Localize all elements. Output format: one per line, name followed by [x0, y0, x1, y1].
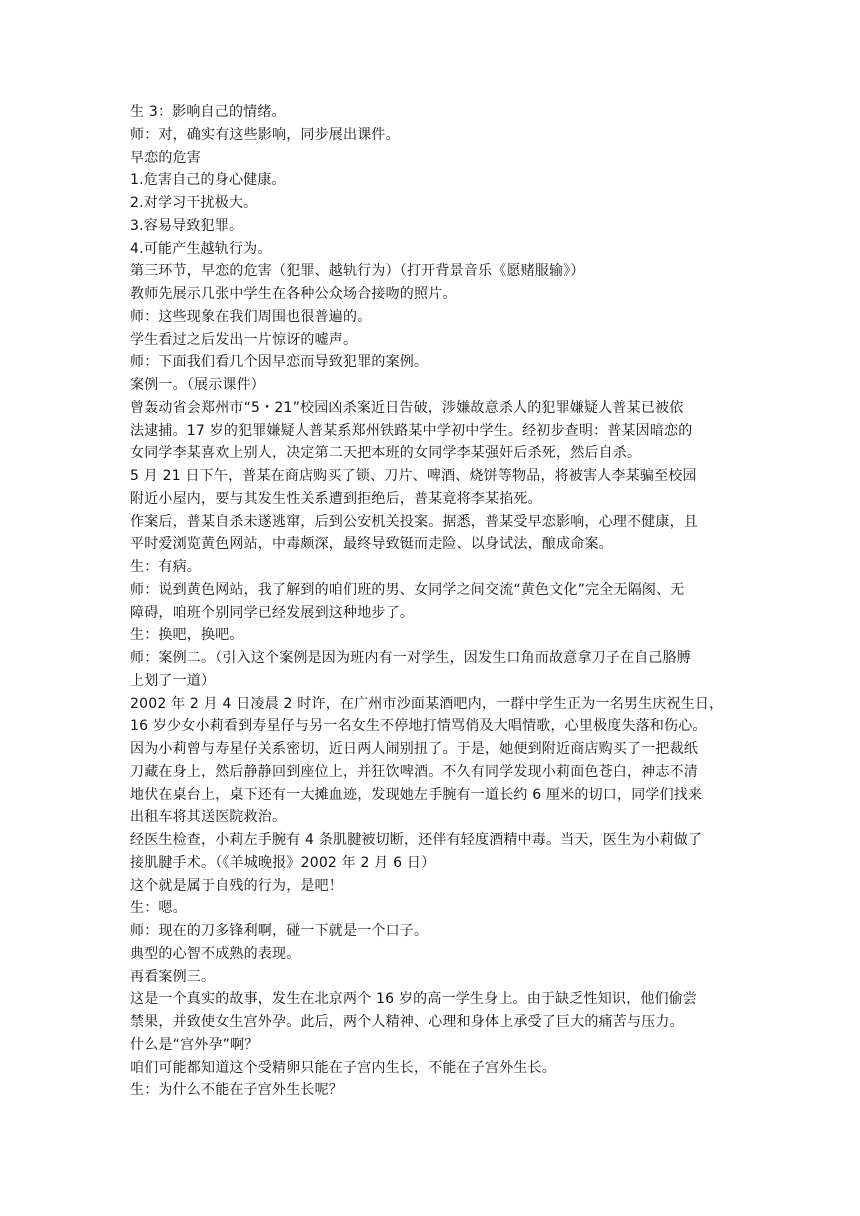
text-line: 这是一个真实的故事，发生在北京两个 16 岁的高一学生身上。由于缺乏性知识，他们偷尝 [130, 991, 698, 1008]
text-line: 2002 年 2 月 4 日凌晨 2 时许，在广州市沙面某酒吧内，一群中学生正为一名男生庆祝生日， [130, 695, 724, 712]
document-page [130, 101, 734, 1102]
text-line: 刀藏在身上，然后静静回到座位上，并狂饮啤酒。不久有同学发现小莉面色苍白，神志不清 [130, 763, 698, 780]
text-line: 女同学李某喜欢上别人，决定第二天把本班的女同学李某强奸后杀死，然后自杀。 [130, 445, 642, 462]
text-line: 因为小莉曾与寿星仔关系密切，近日两人闹别扭了。于是，她便到附近商店购买了一把裁纸 [130, 741, 698, 757]
text-line: 师：下面我们看几个因早恋而导致犯罪的案例。 [130, 354, 429, 371]
text-line: 案例一。（展示课件） [130, 377, 265, 393]
text-line: 3.容易导致犯罪。 [130, 217, 244, 234]
text-line: 障碍，咱班个别同学已经发展到这种地步了。 [130, 604, 414, 621]
text-line: 生：换吧，换吧。 [130, 627, 244, 644]
text-line: 学生看过之后发出一片惊讶的嘘声。 [130, 331, 358, 348]
text-line: 师：案例二。（引入这个案例是因为班内有一对学生，因发生口角而故意拿刀子在自己胳膊 [130, 650, 691, 666]
text-line: 师：对，确实有这些影响，同步展出课件。 [130, 126, 400, 143]
text-line: 附近小屋内，要与其发生性关系遭到拒绝后，普某竟将李某掐死。 [130, 490, 542, 507]
text-line: 4.可能产生越轨行为。 [130, 240, 272, 257]
text-line: 地伏在桌台上，桌下还有一大摊血迹，发现她左手腕有一道长约 6 厘米的切口，同学们找来 [130, 786, 703, 803]
text-line: 生：为什么不能在子宫外生长呢？ [130, 1082, 343, 1099]
text-line: 1.危害自己的身心健康。 [130, 172, 286, 189]
text-line: 师：现在的刀多锋利啊，碰一下就是一个口子。 [130, 923, 429, 939]
text-line: 生：嗯。 [130, 900, 187, 917]
text-line: 生 3：影响自己的情绪。 [130, 104, 286, 120]
text-line: 2.对学习干扰极大。 [130, 195, 258, 211]
text-line: 曾轰动省会郑州市“5・21”校园凶杀案近日告破，涉嫌故意杀人的犯罪嫌疑人普某已被依 [130, 399, 684, 416]
text-line: 法逮捕。17 岁的犯罪嫌疑人普某系郑州铁路某中学初中学生。经初步查明：普某因暗恋的 [130, 422, 693, 439]
text-line: 接肌腱手术。（《羊城晚报》2002 年 2 月 6 日） [130, 854, 436, 871]
text-line: 出租车将其送医院救治。 [130, 809, 287, 826]
text-line: 上划了一道） [130, 672, 216, 689]
text-line: 生：有病。 [130, 559, 201, 575]
text-line: 禁果，并致使女生宫外孕。此后，两个人精神、心理和身体上承受了巨大的痛苦与压力。 [130, 1014, 684, 1030]
text-line: 作案后，普某自杀未遂逃窜，后到公安机关投案。据悉，普某受早恋影响，心理不健康，且 [130, 513, 698, 530]
text-line: 5 月 21 日下午，普某在商店购买了锁、刀片、啤酒、烧饼等物品，将被害人李某骗至校园 [130, 468, 697, 484]
text-line: 这个就是属于自残的行为，是吧！ [130, 877, 343, 894]
text-line: 什么是“宫外孕”啊？ [130, 1036, 259, 1053]
text-line: 平时爱浏览黄色网站，中毒颇深，最终导致铤而走险、以身试法，酿成命案。 [130, 536, 613, 553]
text-line: 再看案例三。 [130, 968, 216, 985]
text-line: 教师先展示几张中学生在各种公众场合接吻的照片。 [130, 286, 457, 302]
text-line: 早恋的危害 [130, 149, 201, 166]
text-line: 16 岁少女小莉看到寿星仔与另一名女生不停地打情骂俏及大唱情歌，心里极度失落和伤心。 [130, 718, 707, 735]
text-line: 经医生检查，小莉左手腕有 4 条肌腱被切断，还伴有轻度酒精中毒。当天，医生为小莉做了 [130, 832, 703, 848]
text-line: 咱们可能都知道这个受精卵只能在子宫内生长，不能在子宫外生长。 [130, 1059, 556, 1076]
text-line: 第三环节，早恋的危害（犯罪、越轨行为）（打开背景音乐《愿赌服输》） [130, 263, 585, 280]
text-line: 典型的心智不成熟的表现。 [130, 945, 301, 962]
text-line: 师：说到黄色网站，我了解到的咱们班的男、女同学之间交流“黄色文化”完全无隔阂、无 [130, 581, 685, 598]
text-line: 师：这些现象在我们周围也很普遍的。 [130, 308, 372, 325]
